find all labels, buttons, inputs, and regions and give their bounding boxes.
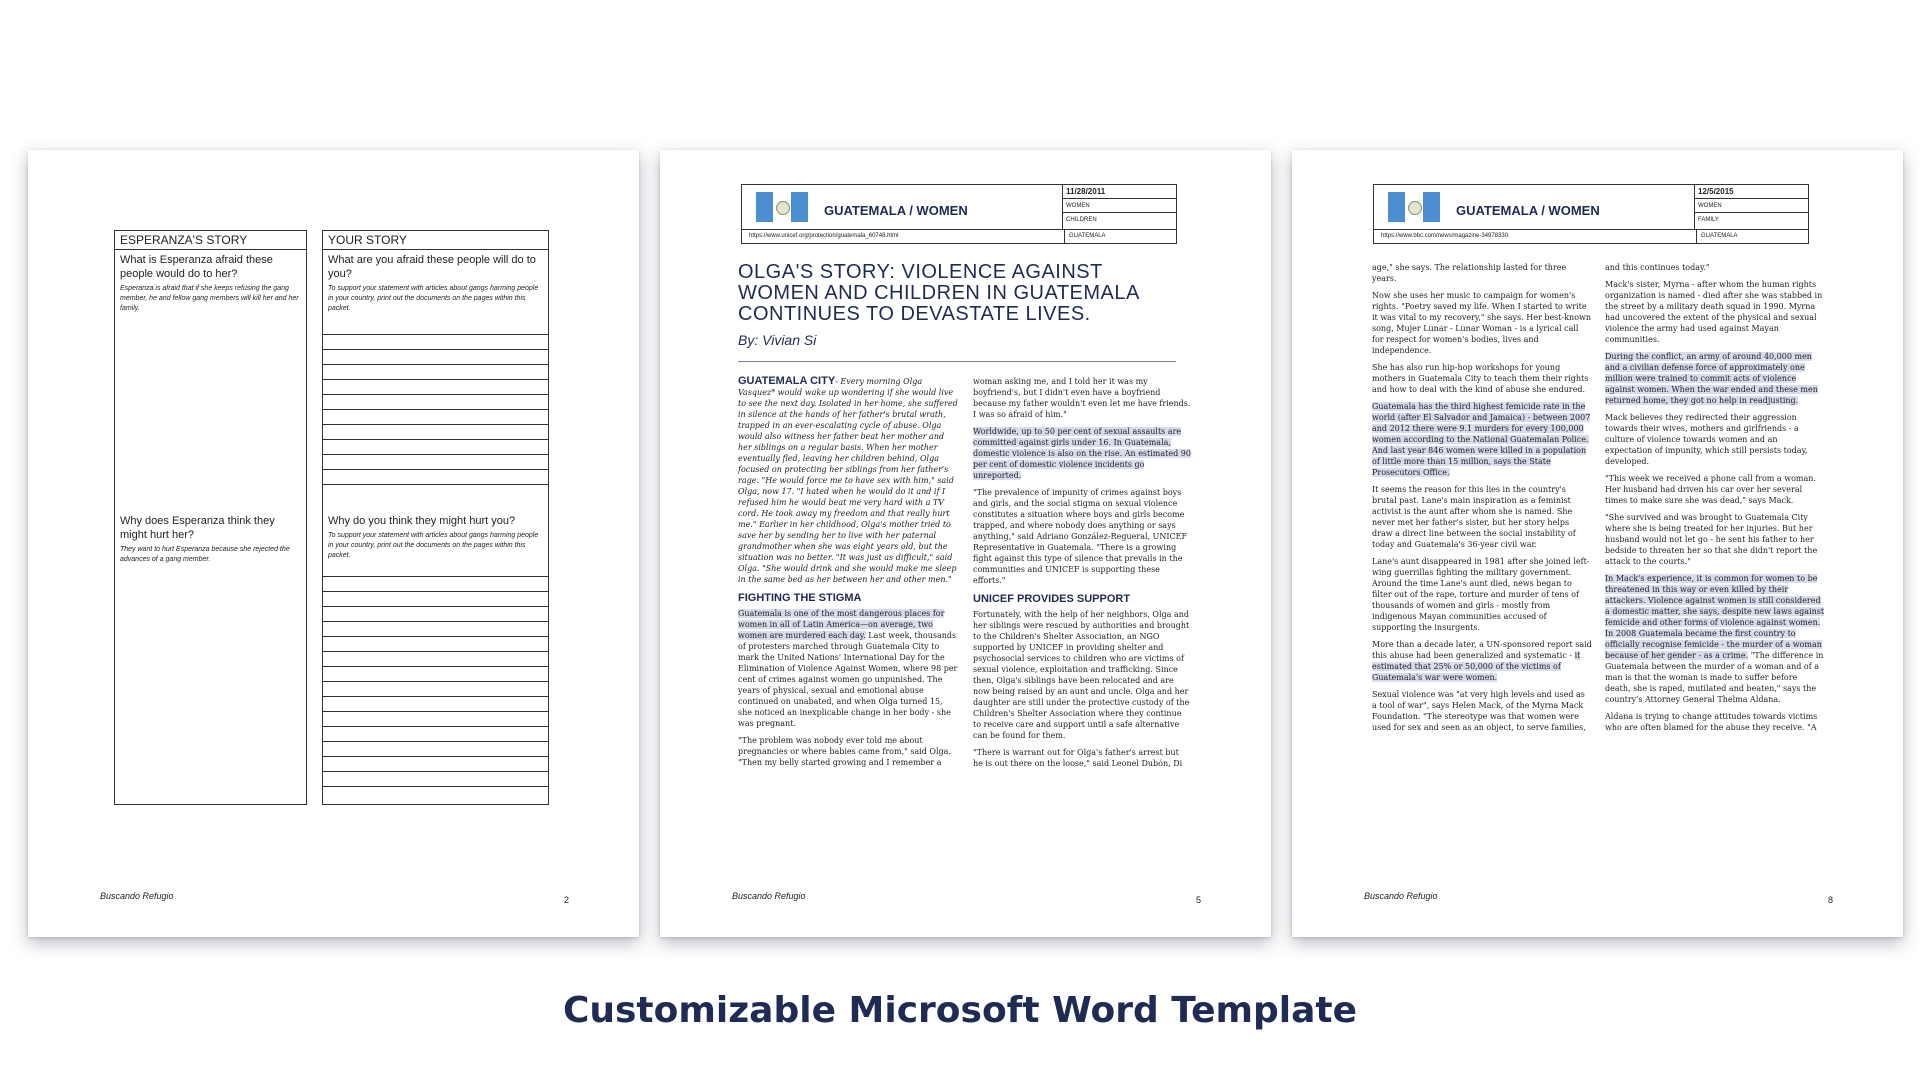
answer: They want to hurt Esperanza because she rejected the advances of a gang member. [120,546,290,563]
article-byline: By: Vivian Si [738,332,817,348]
paragraph: Last week, thousands of protesters marched through Guatemala City to mark the United Nations' International Day for the Elimination of Violence Against Women, where 98 per cent of crimes against women go unpunished. The years of physical, sexual and emotional abuse continued on unabated, and when Olga turned 15, she noticed an inexplicable change in her body - she was pregnant. [738,631,958,728]
article-page [660,150,1271,937]
paragraph: "The difference in Guatemala between the murder of a woman and of a man is that the woman is made to suffer before death, she is raped, mutilated and beaten," says the country's Attorney General Thelma Aldana. [1605,651,1824,704]
header-tag: GUATEMALA [1696,230,1808,243]
question: Why do you think they might hurt you? [328,515,516,527]
header-date: 11/28/2011 [1062,185,1176,199]
page-number: 2 [563,895,569,905]
paragraph: Now she uses her music to campaign for women's rights. "Poetry saved my life. When I started to write it was vital to my recovery," she says. Her best-known song, Mujer Lunar - Lunar Woman - is a lyrical call for respect for women's bodies, lives and independence. [1372,291,1592,355]
article-column [1372,262,1592,739]
section-heading: FIGHTING THE STIGMA [738,592,862,604]
page-number: 5 [1195,895,1201,905]
footer-title: Buscando Refugio [732,891,806,901]
footer-title: Buscando Refugio [100,891,174,901]
answer-lines[interactable] [323,334,548,499]
paragraph: - Every morning Olga Vasquez* would wake up wondering if she would live to see the next day. Isolated in her home, she suffered in silence at the hands of her father's brutal wrath, trapped in an ever-escalating cycle of abuse. Olga would also witness her father beat her mother and her siblings on a regular basis. When her mother eventually fled, leaving her children behind, Olga focused on protecting her siblings from her father's rage. "He would force me to have sex with him," said Olga, now 17. "I hated when he would do it and if I refused him he would beat me very hard with a TV cord. He took away my freedom and that really hurt me." Earlier in her childhood, Olga's mother tried to save her by sending her to live with her paternal grandmother when she was eight years old, but the situation was no better. "It was just as difficult," said Olga. "She would drink and she would make me sleep in the same bed as her between her and other men." [738,377,958,584]
paragraph: "The prevalence of impunity of crimes against boys and girls, and the social stigma on sexual violence constitutes a situation where boys and girls become trapped, and where nobody does anything or says anything," said Adriano González-Regueral, UNICEF Representative in Guatemala. "There is a growing fight against this type of silence that prevails in the communities and UNICEF is supporting these efforts." [973,488,1188,585]
header-title: GUATEMALA / WOMEN [1456,203,1600,218]
highlighted-text: During the conflict, an army of around 40,000 men and a civilian defense force of approximately one million were trained to commit acts of violence against women. When the war ended and these men returned home, they got no help in readjusting. [1605,352,1818,405]
guatemala-flag-icon [1388,192,1440,222]
article-column [1605,262,1825,739]
header-tag: WOMEN [1062,199,1176,213]
paragraph: "She survived and was brought to Guatemala City where she is being treated for her injuries. But her husband would not let go - he sent his father to her bedside to threaten her so that she didn't report the attack to the courts." [1605,513,1818,566]
paragraph: Lane's aunt disappeared in 1981 after she joined left-wing guerrillas fighting the military government. Around the time Lane's aunt died, news began to filter out of the rape, torture and murder of tens of thousands of women and girls - mostly from indigenous Mayan communities accused of supporting the insurgents. [1372,557,1590,632]
header-tag: FAMILY [1698,217,1719,223]
box-header: ESPERANZA'S STORY [115,231,306,250]
paragraph: Sexual violence was "at very high levels and used as a tool of war", says Helen Mack, of the Myrna Mack Foundation. "The stereotype was that women were used for sex and seen as an object, to serve families, [1372,690,1586,732]
section-heading: UNICEF PROVIDES SUPPORT [973,593,1131,605]
header-url: https://www.unicef.org/protection/guatemala_60748.html [742,229,1176,243]
paragraph: Mack believes they redirected their aggression towards their wives, mothers and girlfriends - a culture of violence towards women and an expectation of impunity, which still persists today, developed. [1605,413,1808,466]
worksheet-page [28,150,639,937]
paragraph: Mack's sister, Myrna - after whom the human rights organization is named - died after she was stabbed in the street by a military death squad in 1990. Myrna had uncovered the extent of the physical and sexual violence the army had used against Mayan communities. [1605,280,1823,344]
esperanza-story-box [114,230,307,805]
paragraph: "This week we received a phone call from a woman. Her husband had driven his car over her several times to make sure she was dead," says Mack. [1605,474,1816,505]
answer-lines[interactable] [323,576,548,801]
header-title: GUATEMALA / WOMEN [824,203,968,218]
question: What are you afraid these people will do to you? [328,254,536,280]
highlighted-text: Guatemala has the third highest femicide rate in the world (after El Salvador and Jamaica) - between 2007 and 2012 there were 9.1 murders for every 100,000 women according to the National Guatemalan Police. And last year 846 women were killed in a population of little more than 15 million, says the State Prosecutors Office. [1372,402,1591,477]
paragraph: age," she says. The relationship lasted for three years. [1372,263,1567,283]
paragraph: It seems the reason for this lies in the country's brutal past. Lane's main inspiration as a feminist activist is the aunt after whom she is named. She never met her father's sister, but her story helps draw a direct line between the social instability of today and Guatemala's 36-year civil war. [1372,485,1576,549]
promo-caption: Customizable Microsoft Word Template [562,990,1358,1031]
question: Why does Esperanza think they might hurt her? [120,515,275,541]
paragraph: and this continues today." [1605,263,1710,272]
paragraph: "There is warrant out for Olga's father's arrest but he is out there on the loose," said Leonel Dubón, Di [973,748,1183,768]
paragraph: More than a decade later, a UN-sponsored report said this abuse had been generalized and systematic - [1372,640,1592,660]
article-page [1292,150,1903,937]
paragraph: Fortunately, with the help of her neighbors, Olga and her siblings were rescued by authorities and brought to the Children's Shelter Association, an NGO supported by UNICEF in providing shelter and psychosocial services to children who are victims of sexual violence, exploitation and trafficking. Since then, Olga's siblings have been relocated and are now being raised by an aunt and uncle. Olga and her daughter are still under the protective custody of the Children's Shelter Association where they continue to receive care and support until a safe alternative can be found for them. [973,610,1190,740]
header-tag: CHILDREN [1066,217,1097,223]
paragraph: "The problem was nobody ever told me about pregnancies or where babies came from," said Olga. "Then my belly started growing and I remember a [738,736,951,767]
paragraph: Aldana is trying to change attitudes towards victims who are often blamed for the abuse they receive. "A [1605,712,1818,732]
header-url: https://www.bbc.com/news/magazine-34978330. [1374,229,1808,243]
article-header-table [1373,184,1809,244]
paragraph: woman asking me, and I told her it was my boyfriend's, but I didn't even have a boyfriend because my father wouldn't even let me have friends. I was so afraid of him." [973,377,1191,419]
header-date: 12/5/2015 [1694,185,1808,199]
box-header: YOUR STORY [323,231,548,250]
question: What is Esperanza afraid these people would do to her? [120,254,273,280]
dateline: GUATEMALA CITY [738,375,836,387]
answer: Esperanza is afraid that if she keeps refusing the gang member, he and fellow gang members will kill her and her family. [120,285,299,312]
paragraph: She has also run hip-hop workshops for young mothers in Guatemala City to teach them their rights and how to deal with the kind of abuse she endured. [1372,363,1589,394]
highlighted-text: Guatemala is one of the most dangerous places for women in all of Latin America—on average, two women are murdered each day. [738,609,945,640]
answer: To support your statement with articles about gangs harming people in your country, print out the documents on the pages within this packet. [328,532,539,559]
footer-title: Buscando Refugio [1364,891,1438,901]
highlighted-text: it estimated that 25% or 50,000 of the victims of Guatemala's war were women. [1372,651,1581,682]
highlighted-text: Worldwide, up to 50 per cent of sexual assaults are committed against girls under 16. In Guatemala, domestic violence is also on the rise. An estimated 90 per cent of domestic violence incidents go unreported. [973,427,1191,480]
article-title: OLGA'S STORY: VIOLENCE AGAINST WOMEN AND CHILDREN IN GUATEMALA CONTINUES TO DEVASTATE LIVES. [738,261,1139,325]
article-column [973,376,1191,775]
header-tag: WOMEN [1694,199,1808,213]
your-story-box [322,230,549,805]
page-number: 8 [1827,895,1833,905]
article-header-table [741,184,1177,244]
guatemala-flag-icon [756,192,808,222]
highlighted-text: In Mack's experience, it is common for women to be threatened in this way or even killed by their attackers. Violence against women is still considered a domestic matter, she says, despite new laws against femicide and other forms of violence against women. In 2008 Guatemala became the first country to officially recognise femicide - the murder of a woman because of her gender - as a crime. [1605,574,1825,660]
header-tag: GUATEMALA [1064,230,1176,243]
article-column [738,376,958,774]
answer: To support your statement with articles about gangs harming people in your country, print out the documents on the pages within this packet. [328,285,539,312]
